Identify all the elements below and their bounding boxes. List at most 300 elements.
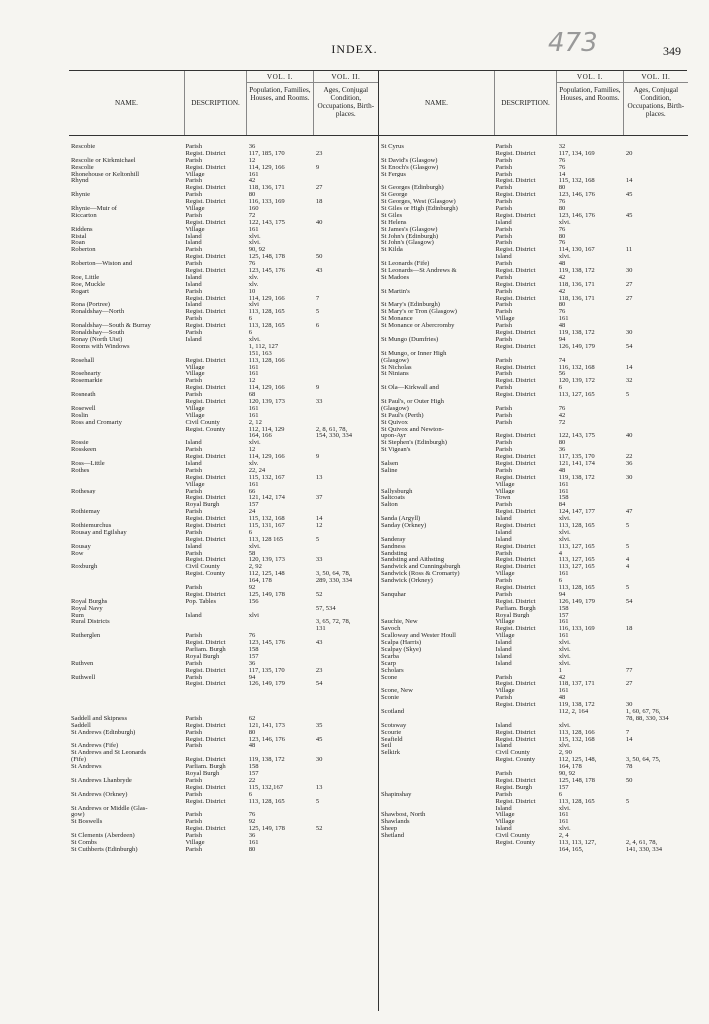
table-row — [69, 391, 378, 398]
entry-vol2 — [624, 639, 688, 646]
table-row — [69, 322, 378, 329]
entry-vol2 — [624, 370, 688, 377]
entry-description: Royal Burgh — [185, 652, 220, 660]
entry-description — [184, 625, 247, 632]
table-row — [69, 660, 378, 667]
entry-description: Parish — [185, 832, 202, 839]
entry-vol2 — [624, 143, 688, 150]
entry-vol2 — [314, 612, 378, 619]
entry-name: Sheep — [381, 825, 398, 833]
table-row — [69, 646, 378, 653]
entry-vol1: 76 — [558, 225, 566, 233]
entry-name: Rosehearty — [71, 370, 101, 378]
entry-vol1: 117, 135, 170 — [248, 666, 285, 674]
entry-name: Rutherglen — [71, 632, 101, 640]
entry-vol2 — [314, 584, 378, 591]
entry-name: St Cuthberts (Edinburgh) — [71, 845, 138, 853]
entry-vol2 — [314, 191, 378, 198]
entry-description: Regist. County — [495, 838, 536, 846]
entry-description: Parish — [185, 246, 202, 254]
table-row — [69, 736, 378, 743]
entry-description: Regist. District — [185, 590, 226, 598]
entry-vol2 — [624, 612, 688, 619]
entry-description: Island — [495, 218, 512, 226]
entry-name — [379, 715, 494, 722]
table-row — [379, 625, 688, 632]
entry-name: St Andrews or Middle (Glas- — [71, 804, 148, 812]
table-row — [379, 219, 688, 226]
entry-name: Scarba — [381, 652, 399, 660]
entry-vol2 — [314, 701, 378, 708]
table-row — [69, 522, 378, 529]
entry-vol2: 3, 65, 72, 78, — [315, 618, 351, 626]
entry-vol2 — [624, 653, 688, 660]
entry-vol1: 121, 141, 173 — [248, 721, 285, 729]
entry-name: (Glasgow) — [381, 404, 409, 412]
entry-description: Parish — [185, 742, 202, 750]
entry-vol1: 80 — [558, 439, 566, 447]
entry-vol1 — [557, 426, 624, 433]
entry-name — [69, 680, 184, 687]
entry-description: Parish — [185, 508, 202, 516]
entry-vol2: 32 — [625, 377, 633, 385]
entry-name — [69, 694, 184, 701]
entry-description: Island — [185, 611, 202, 619]
entry-description: Regist. District — [185, 473, 226, 481]
entry-description: Regist. District — [185, 267, 226, 274]
table-row — [69, 825, 378, 832]
table-row — [379, 612, 688, 619]
entry-description: Regist. District — [495, 267, 536, 274]
table-row — [379, 605, 688, 612]
entry-description: Regist. District — [495, 701, 536, 709]
entry-name: Rossie — [71, 439, 89, 447]
entry-vol1 — [557, 398, 624, 405]
entry-name: Rosehall — [71, 356, 95, 364]
entry-vol1: 6 — [558, 384, 562, 392]
entry-name: St David's (Glasgow) — [381, 156, 438, 164]
entry-vol1: 1, 112, 127 — [248, 342, 279, 350]
entry-description: Parish — [185, 659, 202, 667]
entry-vol2: 5 — [625, 584, 630, 591]
entry-description: Island — [495, 804, 512, 812]
entry-vol1: 115, 132, 168 — [558, 735, 595, 743]
entry-vol1: 80 — [248, 728, 256, 736]
entry-vol1: 112, 114, 129 — [248, 425, 285, 433]
entry-vol1: 161 — [248, 411, 259, 419]
entry-name: St Mungo (Dumfries) — [381, 335, 439, 343]
table-row — [69, 777, 378, 784]
table-row — [69, 729, 378, 736]
table-row — [69, 281, 378, 288]
entry-description: Village — [185, 370, 205, 378]
entry-vol2 — [314, 205, 378, 212]
table-row — [69, 191, 378, 198]
entry-vol2 — [314, 742, 378, 749]
entry-description: Regist. District — [185, 666, 226, 674]
entry-description: Parish — [495, 156, 512, 164]
entry-vol1: 32 — [558, 143, 566, 150]
table-row — [69, 722, 378, 729]
entry-name — [379, 612, 494, 619]
entry-description: Island — [495, 721, 512, 729]
entry-vol1: 115, 132, 168 — [248, 515, 285, 522]
entry-name — [69, 184, 184, 191]
table-row — [379, 350, 688, 357]
entry-vol1: 56 — [558, 370, 566, 378]
entry-name: Rosskeen — [71, 446, 97, 454]
entry-vol2 — [624, 632, 688, 639]
table-row — [379, 508, 688, 515]
entry-name — [379, 391, 494, 398]
entry-vol1: 113, 127, 165 — [558, 563, 595, 571]
entry-description: Parish — [185, 549, 202, 557]
entry-name — [379, 777, 494, 784]
table-row — [69, 708, 378, 715]
entry-vol1 — [247, 805, 314, 812]
entry-vol1: 120, 139, 173 — [248, 556, 285, 564]
table-row — [379, 577, 688, 584]
entry-vol2 — [624, 550, 688, 557]
entry-description: Parish — [185, 811, 202, 819]
entry-vol2: 18 — [625, 625, 633, 633]
entry-name — [69, 501, 184, 508]
entry-vol1: 90, 92 — [248, 246, 266, 254]
entry-name: Ross and Cromarty — [71, 418, 122, 426]
table-row — [69, 295, 378, 302]
header-vol1-title: VOL. I. — [557, 71, 622, 83]
entry-description: Island — [185, 459, 202, 467]
entry-name: Sandsting and Aithsting — [381, 556, 445, 564]
entry-name: Scotland — [381, 708, 405, 715]
entry-name: Ronaldshay—North — [71, 308, 125, 316]
entry-vol1: 76 — [248, 632, 256, 640]
entry-vol2 — [314, 529, 378, 536]
entry-vol1: xlvi. — [558, 528, 571, 536]
entry-name — [379, 329, 494, 336]
column-headers-right — [379, 71, 688, 136]
entry-name: St Monance or Abercromby — [381, 322, 455, 330]
entry-description: Parish — [495, 577, 512, 584]
entry-vol1: 113, 128, 166 — [248, 356, 285, 364]
entry-description: Regist. District — [185, 721, 226, 729]
entry-vol2 — [624, 515, 688, 522]
entry-description: Parish — [185, 728, 202, 736]
entry-vol2: 5 — [315, 535, 320, 543]
table-row — [379, 391, 688, 398]
entry-description: Royal Burgh — [185, 770, 220, 777]
entry-name: Rousay and Egilshay — [71, 528, 127, 536]
entry-vol1: 115, 132, 168 — [558, 177, 595, 185]
entry-name — [69, 219, 184, 226]
entry-description: Parish — [185, 315, 202, 323]
header-vol1-sub: Population, Families, Houses, and Rooms. — [559, 86, 621, 102]
entry-vol1 — [247, 749, 314, 756]
entry-name: Sandwick and Cunningsburgh — [381, 563, 461, 571]
header-vol2-sub: Ages, Conjugal Condition, Occupations, Birth-places. — [627, 86, 685, 118]
entry-description — [184, 577, 247, 584]
entry-name: Riccarton — [71, 211, 97, 219]
entry-vol2 — [314, 226, 378, 233]
entry-description: Village — [185, 205, 205, 212]
entry-vol1: xlv. — [248, 280, 259, 288]
table-row — [69, 618, 378, 625]
entry-name: Rhonehouse or Keltonhill — [71, 170, 140, 178]
entry-vol2 — [314, 446, 378, 453]
entry-name: Seil — [381, 742, 392, 750]
entry-description: Island — [185, 301, 202, 309]
entry-description: Parish — [495, 205, 512, 212]
entry-name: Shawbost, North — [381, 811, 426, 819]
entry-description: Parish — [185, 776, 202, 784]
entry-name: St Monance — [381, 315, 413, 323]
entry-description: Regist. District — [495, 329, 536, 336]
header-name: NAME. — [379, 71, 495, 135]
entry-vol1: 123, 146, 176 — [248, 735, 285, 743]
entry-description: Regist. District — [185, 494, 226, 502]
table-row — [379, 426, 688, 433]
entry-description: Civil County — [185, 563, 220, 571]
entry-vol1: 113, 128, 165 — [558, 797, 595, 805]
entry-vol1: 76 — [248, 811, 256, 819]
entry-description — [494, 350, 557, 357]
table-row — [69, 543, 378, 550]
entry-description: Regist. District — [495, 625, 536, 633]
table-row — [379, 281, 688, 288]
entry-name: St Georges (Edinburgh) — [381, 184, 444, 192]
entry-vol2: 40 — [625, 432, 633, 440]
table-row — [379, 749, 688, 756]
table-row — [379, 667, 688, 674]
entry-description: Village — [495, 632, 515, 640]
entry-name: Ristal — [71, 232, 87, 240]
table-row — [379, 467, 688, 474]
entry-vol2 — [314, 281, 378, 288]
table-row — [379, 212, 688, 219]
entry-vol2 — [314, 412, 378, 419]
entry-vol1: 24 — [248, 508, 256, 516]
entry-name: Shapinshay — [381, 790, 412, 798]
entry-description — [184, 605, 247, 612]
entry-name: St Combs — [71, 838, 97, 846]
entry-name: Ruthwell — [71, 673, 96, 681]
entry-vol2 — [314, 419, 378, 426]
entry-vol2 — [314, 439, 378, 446]
table-row — [379, 177, 688, 184]
entry-vol1: xlvi. — [248, 232, 261, 240]
entry-description: Village — [495, 570, 515, 578]
entry-vol1: 80 — [558, 184, 566, 192]
table-row — [69, 584, 378, 591]
entry-vol1: 121, 142, 174 — [248, 494, 285, 502]
entry-description: Parish — [495, 549, 512, 557]
entry-description: Regist. Burgh — [495, 783, 533, 791]
entry-description: Regist. County — [185, 425, 226, 433]
entry-name: Rona (Portree) — [71, 301, 110, 309]
entry-vol2 — [624, 618, 688, 625]
entry-vol1: 68 — [248, 391, 256, 398]
table-row — [379, 715, 688, 722]
entry-description — [494, 426, 557, 433]
entry-vol1: 80 — [558, 232, 566, 240]
entry-description — [494, 846, 557, 853]
entry-vol1: 113, 127, 165 — [558, 391, 595, 398]
entry-vol2: 27 — [625, 680, 633, 688]
entry-vol2: 40 — [315, 218, 323, 226]
entry-description: Parish — [495, 418, 512, 426]
entry-vol1: 157 — [248, 770, 259, 777]
entry-description: Parish — [495, 273, 512, 281]
entry-vol1: 6 — [558, 790, 562, 798]
entry-name — [379, 605, 494, 612]
table-row — [69, 226, 378, 233]
table-row — [69, 612, 378, 619]
entry-name: Roberton—Wiston and — [71, 260, 133, 268]
entry-vol2: 2, 8, 61, 78, — [315, 425, 348, 433]
entry-vol2: 30 — [625, 473, 633, 481]
entry-vol1: 126, 149, 179 — [558, 342, 595, 350]
entry-description: Regist. District — [495, 211, 536, 219]
entry-vol1: 76 — [558, 198, 566, 206]
entry-name — [69, 798, 184, 805]
entry-name: Row — [71, 549, 84, 557]
table-row — [379, 288, 688, 295]
entry-name — [379, 598, 494, 605]
entry-vol2 — [624, 605, 688, 612]
entry-name: St Paul's, or Outer High — [381, 397, 444, 405]
table-row — [379, 694, 688, 701]
entry-vol1: 161 — [558, 811, 569, 819]
entry-name — [69, 736, 184, 743]
entry-name: (Glasgow) — [381, 356, 409, 364]
entry-vol2 — [314, 729, 378, 736]
entry-name — [379, 770, 494, 777]
entry-vol1: 12 — [248, 156, 256, 164]
entry-vol2: 131 — [315, 625, 326, 633]
entry-name: Rothiemay — [71, 508, 100, 516]
entry-vol2: 13 — [315, 473, 323, 481]
table-row — [69, 439, 378, 446]
table-row — [379, 811, 688, 818]
entry-vol1: 113, 128, 165 — [248, 322, 285, 330]
entry-name — [379, 784, 494, 791]
table-row — [69, 680, 378, 687]
entry-vol2 — [624, 687, 688, 694]
entry-name: St Giles — [381, 211, 403, 219]
entry-vol1: xlvi. — [558, 535, 571, 543]
entry-name: St John's (Glasgow) — [381, 239, 434, 247]
entry-vol1: xlvi. — [248, 335, 261, 343]
table-row — [69, 832, 378, 839]
entry-name — [379, 798, 494, 805]
table-row — [379, 398, 688, 405]
entry-vol2 — [314, 274, 378, 281]
table-row — [69, 488, 378, 495]
entry-vol2 — [314, 239, 378, 246]
table-row — [69, 143, 378, 150]
entry-description: Parish — [185, 177, 202, 185]
entry-vol2 — [624, 315, 688, 322]
table-row — [379, 364, 688, 371]
entry-description: Regist. County — [495, 756, 536, 764]
entry-vol1: 94 — [558, 335, 566, 343]
entry-vol1: 161 — [248, 480, 259, 488]
entry-description: Parish — [495, 384, 512, 392]
entry-vol2: 5 — [625, 391, 630, 398]
entry-description: Regist. District — [495, 797, 536, 805]
entry-name: St Andrews and St Leonards — [71, 749, 147, 757]
entry-name: Scarp — [381, 659, 397, 667]
entry-description: Island — [495, 528, 512, 536]
entry-name: Rescobie — [71, 143, 96, 150]
left-rows — [69, 143, 378, 853]
entry-name: Riddens — [71, 225, 93, 233]
entry-name — [69, 267, 184, 274]
entry-description: Regist. District — [185, 453, 226, 460]
entry-name: St Ola—Kirkwall and — [381, 384, 439, 392]
entry-vol2: 9 — [315, 384, 320, 392]
entry-vol2 — [624, 260, 688, 267]
entry-vol1: 125, 149, 178 — [248, 590, 285, 598]
entry-name: Scalpa (Harris) — [381, 639, 422, 647]
entry-vol2 — [624, 749, 688, 756]
entry-description: Regist. District — [495, 728, 536, 736]
entry-vol2 — [314, 646, 378, 653]
entry-vol1: 161 — [558, 315, 569, 323]
entry-description: Parish — [495, 590, 512, 598]
entry-vol2 — [624, 350, 688, 357]
table-row — [379, 377, 688, 384]
entry-name: Rothiemurchus — [71, 521, 112, 529]
entry-vol2 — [314, 467, 378, 474]
table-row — [69, 481, 378, 488]
entry-vol2 — [314, 460, 378, 467]
entry-vol1: 160 — [248, 205, 259, 212]
entry-vol1: 80 — [248, 845, 256, 853]
entry-name — [69, 701, 184, 708]
table-row — [379, 543, 688, 550]
entry-description: Regist. District — [185, 521, 226, 529]
entry-description: Parish — [495, 163, 512, 171]
entry-vol2: 154, 330, 334 — [315, 432, 353, 440]
entry-vol1: 123, 146, 176 — [558, 191, 595, 199]
entry-name: St Boswells — [71, 818, 103, 826]
table-row — [379, 674, 688, 681]
table-row — [69, 529, 378, 536]
table-row — [379, 798, 688, 805]
entry-vol1: 125, 148, 178 — [248, 253, 285, 261]
header-vol2-title: VOL. II. — [624, 71, 688, 83]
entry-vol1: 161 — [558, 487, 569, 495]
table-row — [69, 274, 378, 281]
entry-name — [379, 756, 494, 763]
entry-description: Parish — [185, 818, 202, 826]
entry-vol2: 50 — [625, 776, 633, 784]
entry-name: St Mungo, or Inner High — [381, 349, 447, 357]
entry-vol2 — [314, 632, 378, 639]
entry-vol1: 76 — [558, 239, 566, 247]
entry-description: Parish — [495, 770, 512, 777]
entry-vol1: 161 — [248, 838, 259, 846]
entry-vol2 — [624, 226, 688, 233]
entry-vol1: 117, 185, 170 — [248, 149, 285, 157]
entry-description: Island — [185, 439, 202, 447]
entry-vol2: 54 — [625, 342, 633, 350]
entry-vol2 — [624, 825, 688, 832]
entry-vol1: 113, 128, 165 — [248, 797, 285, 805]
entry-name: Shawlands — [381, 818, 410, 826]
entry-description: Regist. District — [185, 639, 226, 647]
